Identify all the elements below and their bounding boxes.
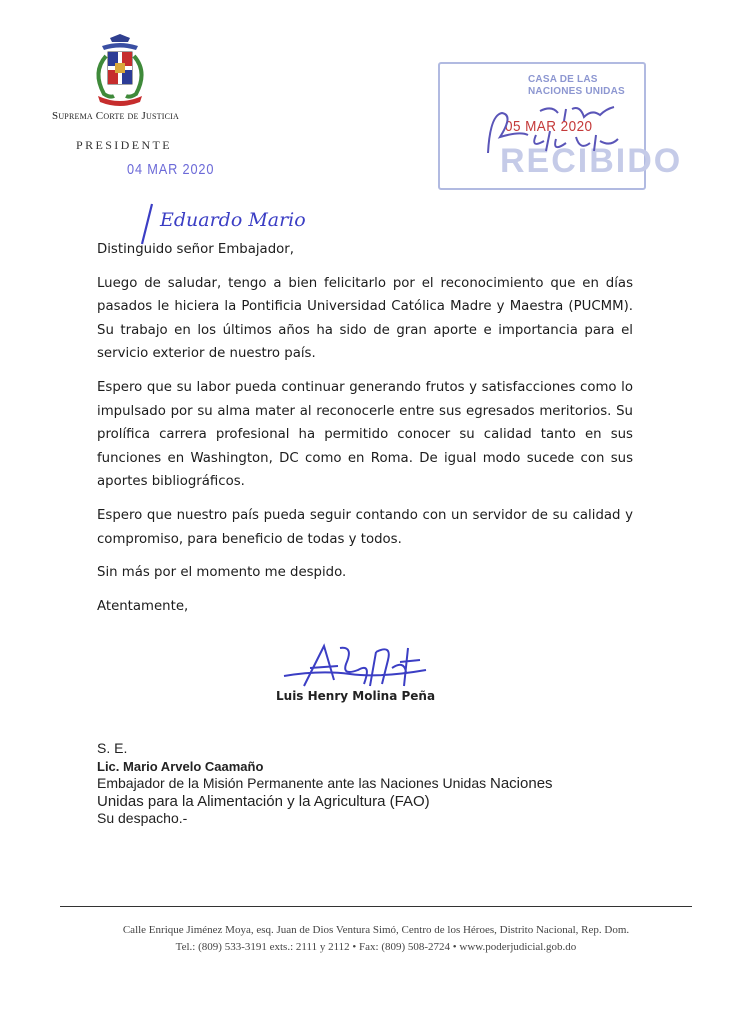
paragraph-2: Espero que su labor pueda continuar generando frutos y satisfacciones como lo impulsado por su alma mater al reconocerle entre sus egresados meritorios. Su prolífica carrera profesional ha permitido conocer su calidad tanto en sus funciones en Washington, DC como en Roma. De igual modo sucede con sus aportes bibliográficos. (97, 379, 633, 490)
footer-contact: Tel.: (809) 533-3191 exts.: 2111 y 2112 • Fax: (809) 508-2724 • www.poderjudicial.gob.do (175, 941, 577, 953)
handwritten-initials (480, 95, 630, 165)
recipient-block (97, 740, 657, 828)
recipient-title-line1 (97, 775, 657, 793)
footer-divider (60, 906, 692, 907)
coat-of-arms-seal (80, 32, 160, 108)
recipient-title-line2: Unidas para la Alimentación y la Agricultura (FAO) (97, 792, 430, 810)
salutation: Distinguido señor Embajador, (97, 242, 294, 257)
received-stamp-title-line1: CASA DE LAS (528, 74, 598, 85)
recipient-prefix: S. E. (97, 740, 128, 756)
closing: Atentamente, (97, 598, 189, 614)
paragraph-4: Sin más por el momento me despido. (97, 565, 347, 581)
office-title: PRESIDENTE (76, 138, 172, 152)
received-stamp-word: RECIBIDO (500, 142, 683, 180)
recipient-title-b: Naciones (490, 775, 553, 792)
handwritten-note-text: Eduardo Mario (160, 209, 306, 231)
received-stamp-date: 05 MAR 2020 (505, 118, 593, 135)
recipient-dispatch: Su despacho.- (97, 810, 188, 826)
institution-name: Suprema Corte de Justicia (52, 110, 179, 122)
paragraph-3: Espero que nuestro país pueda seguir contando con un servidor de su calidad y compromiso, para beneficio de todas y todos. (97, 507, 633, 547)
footer (60, 922, 692, 956)
recipient-name: Lic. Mario Arvelo Caamaño (97, 758, 264, 774)
received-stamp-title-line2: NACIONES UNIDAS (528, 86, 625, 97)
signer-name: Luis Henry Molina Peña (276, 689, 436, 703)
signature (280, 640, 430, 692)
letter-body (97, 238, 633, 628)
footer-address: Calle Enrique Jiménez Moya, esq. Juan de Dios Ventura Simó, Centro de los Héroes, Distrito Nacional, Rep. Dom. (122, 924, 630, 936)
sent-date-stamp: 04 MAR 2020 (127, 161, 215, 178)
recipient-title-a: Embajador de la Misión Permanente ante las Naciones Unidas (97, 775, 487, 791)
paragraph-1: Luego de saludar, tengo a bien felicitarlo por el reconocimiento que en días pasados le hiciera la Pontificia Universidad Católica Madre y Maestra (PUCMM). Su trabajo en los últimos años ha sido de gran aporte e importancia para el servicio exterior de nuestro país. (97, 275, 633, 362)
